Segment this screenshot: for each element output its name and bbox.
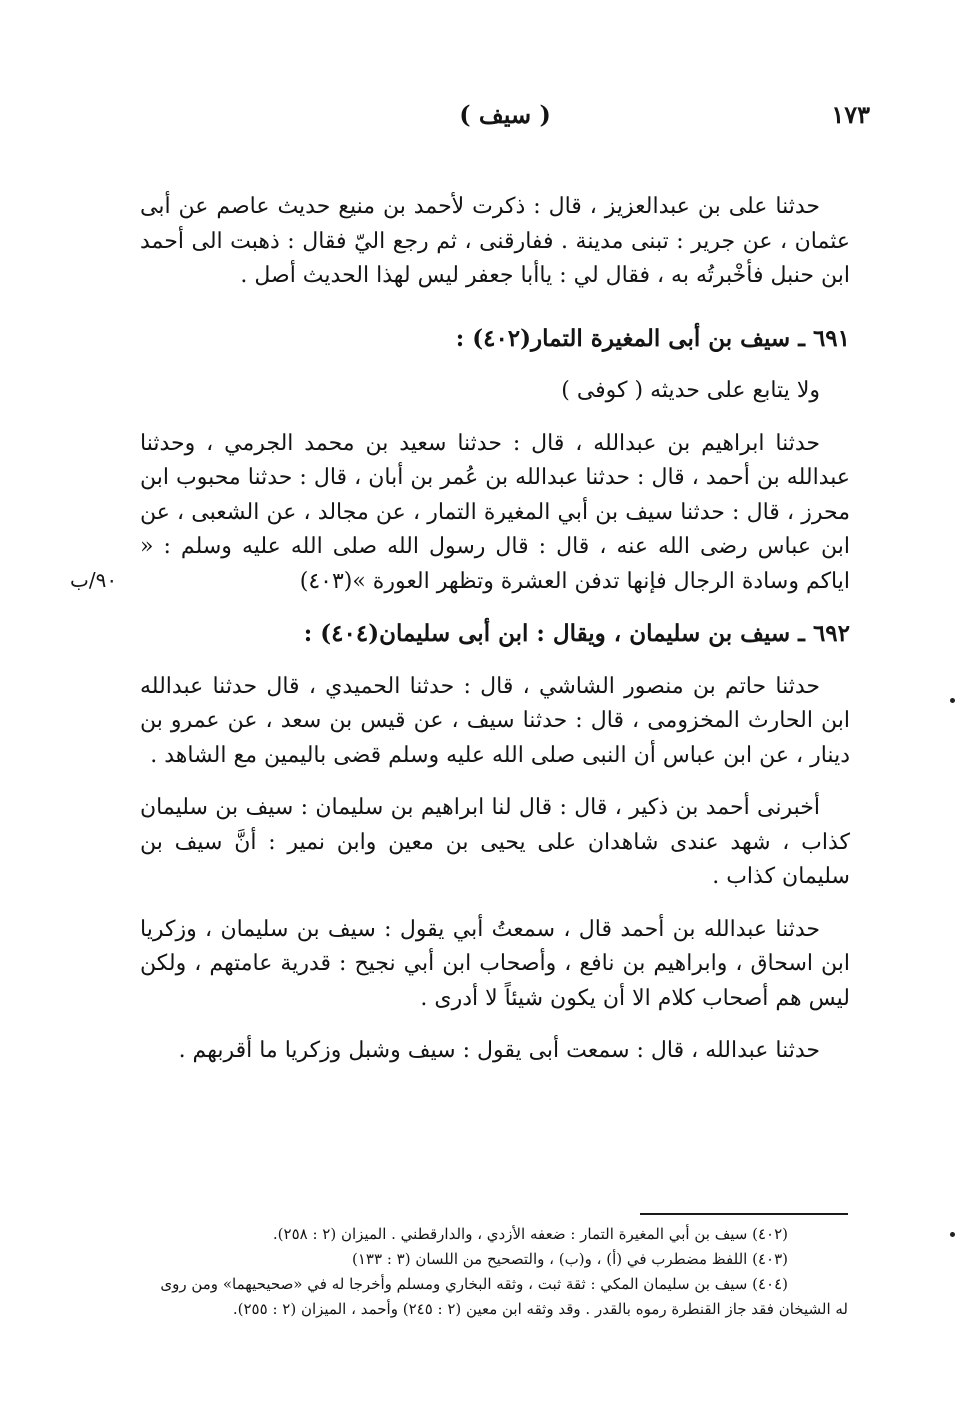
running-title: ( سيف ) [459,100,551,129]
entry-691-heading: ٦٩١ ـ سيف بن أبى المغيرة التمار(٤٠٢) : [455,324,850,352]
entry-692-heading: ٦٩٢ ـ سيف بن سليمان ، ويقال : ابن أبى سليمان(٤٠٤) : [303,620,850,647]
entry-692-paragraph: حدثنا عبدالله بن أحمد قال ، سمعتُ أبي يقول : سيف بن سليمان ، وزكريا ابن اسحاق ، وابراهيم بن نافع ، وأصحاب ابن أبي نجيح : قدرية عامتهم ، ولكن ليس هم أصحاب كلام الا أن يكون شيئاً لا أدرى . [140,916,850,1011]
intro-paragraph: حدثنا على بن عبدالعزيز ، قال : ذكرت لأحمد بن منيع حديث عاصم عن أبى عثمان ، عن جرير : تبنى مدينة . ففارقنى ، ثم رجع اليّ فقال : ذهبت الى أحمد ابن حنبل فأخْبرتُه به ، فقال لي : ياأبا جعفر ليس لهذا الحديث أصل . [140,194,850,288]
entry-691-subheading: ولا يتابع على حديثه ( كوفى ) [561,378,820,403]
main-text [140,190,850,1087]
footnote-404-continuation: له الشيخان فقد جاز القنطرة رموه بالقدر . وقد وثقه ابن معين (٢ : ٢٤٥) وأحمد ، الميزان (٢ : ٢٥٥). [232,1300,848,1318]
footnote-404: (٤٠٤) سيف بن سليمان المكي : ثقة ثبت ، وثقه البخاري ومسلم وأخرجا له في «صحيحيهما» ومن روى [160,1275,788,1293]
footnote-403: (٤٠٣) اللفظ مضطرب في (أ) ، و(ب) ، والتصحيح من اللسان (٣ : ١٣٣) [352,1250,788,1268]
entry-692-paragraph: حدثنا حاتم بن منصور الشاشي ، قال : حدثنا الحميدي ، قال حدثنا عبدالله ابن الحارث المخزومى ، قال : حدثنا سيف ، عن قيس بن سعد ، عن عمرو بن دينار ، عن ابن عباس أن النبى صلى الله عليه وسلم قضى باليمين مع الشاهد . [140,673,850,768]
entry-692-paragraph: أخبرنى أحمد بن ذكير ، قال : قال لنا ابراهيم بن سليمان : سيف بن سليمان كذاب ، شهد عندى شاهدان على يحيى بن معين وابن نمير : أنَّ سيف بن سليمان كذاب . [140,795,850,889]
footnotes [140,1222,848,1322]
scan-speck [950,1232,955,1237]
footnote-402: (٤٠٢) سيف بن أبي المغيرة التمار : ضعفه الأزدي ، والدارقطني . الميزان (٢ : ٢٥٨). [272,1225,788,1243]
entry-691-paragraph: حدثنا ابراهيم بن عبدالله ، قال : حدثنا سعيد بن محمد الجرمي ، وحدثنا عبدالله بن أحمد ، قال : حدثنا عبدالله بن عُمر بن أبان ، قال : حدثنا محبوب ابن محرز ، قال : حدثنا سيف بن أبي المغيرة التمار ، عن مجالد ، عن الشعبى ، عن ابن عباس رضى الله عنه ، قال : قال رسول الله صلى الله عليه وسلم : « اياكم وسادة الرجال فإنها تدفن العشرة وتظهر العورة »(٤٠٣) [140,430,851,594]
entry-692-paragraph: حدثنا عبدالله ، قال : سمعت أبى يقول : سيف وشبل وزكريا ما أقربهم . [178,1038,820,1063]
footnote-separator [640,1213,848,1215]
page-header [140,100,870,140]
scan-speck [950,698,955,703]
manuscript-folio-note: ٩٠/ب [70,568,118,592]
page-number: ١٧٣ [831,100,870,129]
